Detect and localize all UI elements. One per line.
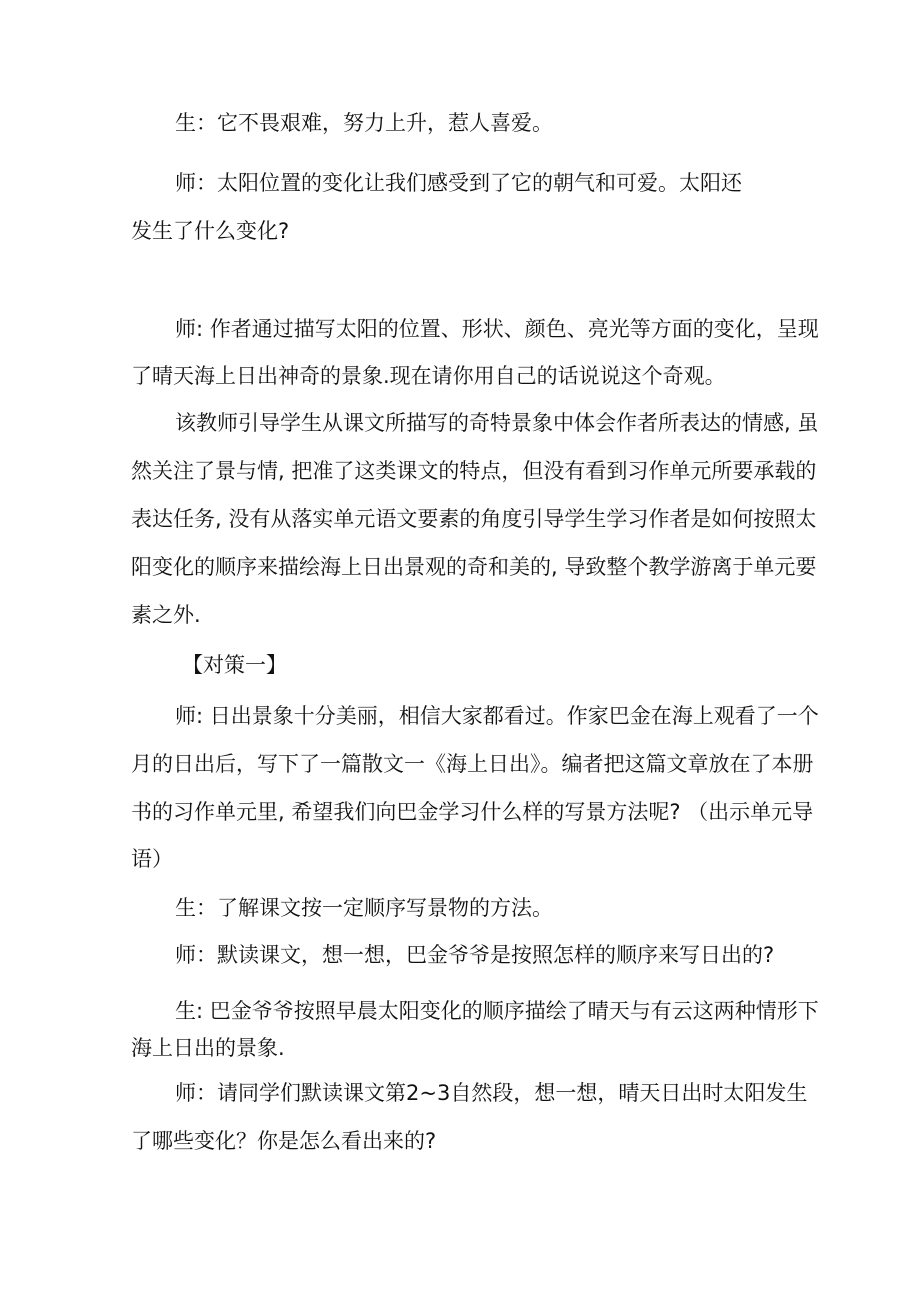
text-line: 月的日出后，写下了一篇散文一《海上日出》。编者把这篇文章放在了本册 [131,752,814,776]
text-line: 书的习作单元里, 希望我们向巴金学习什么样的写景方法呢? （出示单元导 [131,800,814,824]
text-line: 了晴天海上日出神奇的景象.现在请你用自己的话说说这个奇观。 [131,364,726,388]
text-line: 然关注了景与情, 把准了这类课文的特点，但没有看到习作单元所要承载的 [131,459,817,483]
text-line: 师：请同学们默读课文第2~3自然段，想一想，晴天日出时太阳发生 [175,1081,808,1105]
text-line: 了哪些变化？你是怎么看出来的? [131,1129,437,1153]
text-line: 阳变化的顺序来描绘海上日出景观的奇和美的, 导致整个教学游离于单元要 [131,555,817,579]
text-line: 发生了什么变化? [131,219,290,243]
text-line: 素之外. [131,603,201,627]
section-heading: 【对策一】 [182,653,287,677]
text-line: 生：了解课文按一定顺序写景物的方法。 [175,896,553,920]
text-line: 师：太阳位置的变化让我们感受到了它的朝气和可爱。太阳还 [175,171,742,195]
text-line: 师: 日出景象十分美丽，相信大家都看过。作家巴金在海上观看了一个 [175,704,819,728]
text-line: 师: 作者通过描写太阳的位置、形状、颜色、亮光等方面的变化，呈现 [175,317,819,341]
text-line: 生: 巴金爷爷按照早晨太阳变化的顺序描绘了晴天与有云这两种情形下 [175,999,819,1023]
text-line: 生：它不畏艰难，努力上升，惹人喜爱。 [175,111,553,135]
text-line: 师：默读课文，想一想，巴金爷爷是按照怎样的顺序来写日出的? [175,943,775,967]
text-line: 该教师引导学生从课文所描写的奇特景象中体会作者所表达的情感, 虽 [175,411,819,435]
text-line: 海上日出的景象. [131,1036,285,1060]
text-line: 表达任务, 没有从落实单元语文要素的角度引导学生学习作者是如何按照太 [131,507,817,531]
text-line: 语） [131,847,173,871]
